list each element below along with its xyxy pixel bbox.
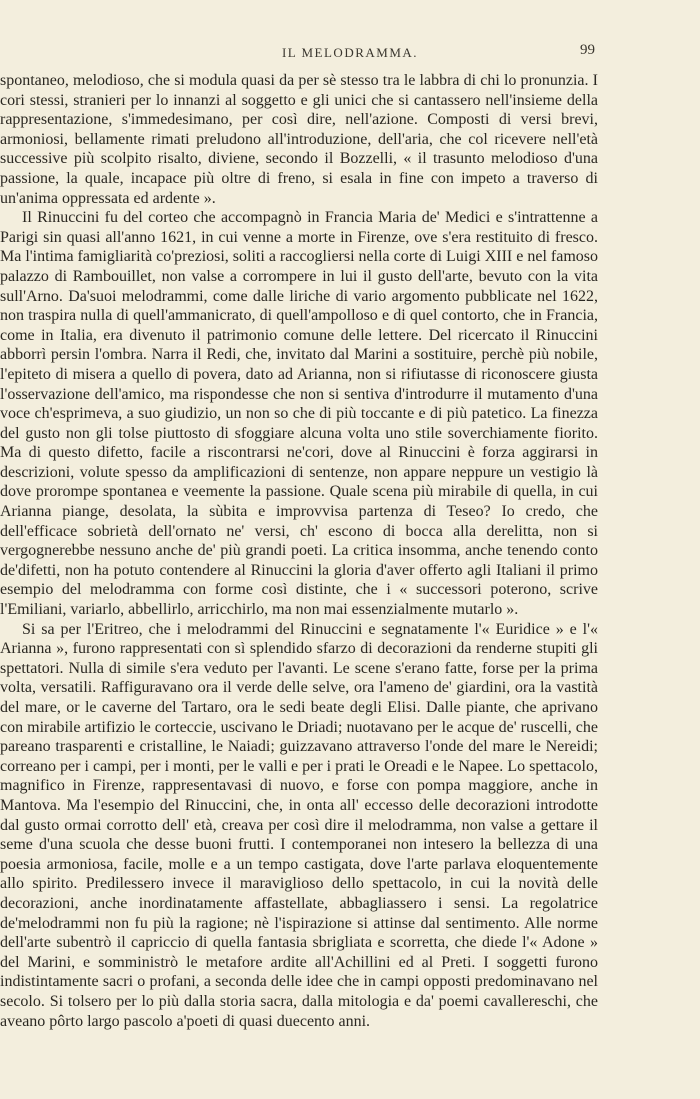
paragraph-2: Il Rinuccini fu del corteo che accompagnò in Francia Maria de' Medici e s'intrattenne a Parigi sin quasi all'anno 1621, in cui venne a morte in Firenze, ove s'era restituito di fresco. Ma l'intima famigliarità co'preziosi, soliti a raccogliersi nella corte di Luigi XIII e nel famoso palazzo di Rambouillet, non valse a corrompere in lui il gusto dell'arte, bevuto con la vita sull'Arno. Da'suoi melodrammi, come dalle liriche di vario argomento pubblicate nel 1622, non traspira nulla di quell'ammanicrato, di quell'ampolloso e di quel contorto, che in Francia, come in Italia, era divenuto il patrimonio comune delle lettere. Del ricercato il Rinuccini abborrì persin l'ombra. Narra il Redi, che, invitato dal Marini a sostituire, perchè più nobile, l'epiteto di misera a quello di povera, dato ad Arianna, non si rifiutasse di riconoscere giusta l'osservazione dell'amico, ma rispondesse che non si sentiva d'introdurre il mutamento d'una voce ch'esprimeva, a suo giudizio, un non so che di più toccante e di più patetico. La finezza del gusto non gli tolse piuttosto di sfoggiare alcuna volta uno stile soverchiamente fiorito. Ma di questo difetto, facile a riscontrarsi ne'cori, dove al Rinuccini è forza aggirarsi in descrizioni, volute spesso da amplificazioni di sentenze, non appare neppure un vestigio là dove prorompe spontanea e veemente la passione. Quale scena più mirabile di quella, in cui Arianna piange, desolata, la sùbita e improvvisa partenza di Teseo? Io credo, che dell'efficace sobrietà dell'ornato ne' versi, ch' escono di bocca alla derelitta, non si vergognerebbe nessuno anche de' più grandi poeti. La critica insomma, anche tenendo conto de'difetti, non ha potuto contendere al Rinuccini la gloria d'aver offerto agli Italiani il primo esempio del melodramma con forme così distinte, che i « successori poterono, scrive l'Emiliani, variarlo, abbellirlo, arricchirlo, ma non mai essenzialmente mutarlo ». [0, 209, 599, 619]
paragraph-1: spontaneo, melodioso, che si modula quasi da per sè stesso tra le labbra di chi lo pronunzia. I cori stessi, stranieri per lo innanzi al soggetto e gli unici che si cantassero nell'insieme della rappresentazione, s'immedesimano, per così dire, nell'azione. Composti di versi brevi, armoniosi, bellamente rimati preludono all'introduzione, dell'aria, che col ricevere nell'età successive più scolpito risalto, diviene, secondo il Bozzelli, « il trasunto melodioso d'una passione, la quale, incapace più oltre di freno, si esala in fine con impeto a traverso di un'anima oppressata ed ardente ». [0, 72, 598, 207]
page-number: 99 [580, 42, 595, 58]
page-header [0, 42, 700, 65]
paragraph-3: Si sa per l'Eritreo, che i melodrammi del Rinuccini e segnatamente l'« Euridice » e l'« Arianna », furono rappresentati con sì splendido sfarzo di decorazioni da renderne stupiti gli spettatori. Nulla di simile s'era veduto per l'avanti. Le scene s'erano fatte, forse per la prima volta, versatili. Raffiguravano ora il verde delle selve, ora l'ameno de' giardini, ora la vastità del mare, or le caverne del Tartaro, ora le sedi beate degli Elisi. Dalle piante, che aprivano con mirabile artifizio le corteccie, uscivano le Driadi; nuotavano per le acque de' ruscelli, che pareano trasparenti e cristalline, le Naiadi; guizzavano attraverso l'onde del mare le Nereidi; correano per i campi, per i monti, per le valli e per i prati le Oreadi e le Napee. Lo spettacolo, magnifico in Firenze, rappresentavasi di nuovo, e forse con pompa maggiore, anche in Mantova. Ma l'esempio del Rinuccini, che, in onta all' eccesso delle decorazioni introdotte dal gusto ormai corrotto dell' età, creava per così dire il melodramma, non valse a gettare il seme d'una scuola che desse buoni frutti. I contemporanei non intesero la bellezza di una poesia armoniosa, facile, molle e a un tempo castigata, dove l'arte parlava eloquentemente allo spirito. Predilessero invece il maraviglioso dello spettacolo, in cui la novità delle decorazioni, anche inordinatamente affastellate, abbagliassero i sensi. La regolatrice de'melodrammi non fu più la ragione; nè l'ispirazione si attinse dal sentimento. Alle norme dell'arte subentrò il capriccio di quella fantasia sbrigliata e scorretta, che diede l'« Adone » del Marini, e somministrò le metafore ardite all'Achillini ed al Preti. I soggetti furono indistintamente sacri o profani, a seconda delle idee che in campi opposti predominavano nel secolo. Si tolsero per lo più dalla storia sacra, dalla mitologia e da' poemi cavallereschi, che aveano pôrto largo pascolo a'poeti di quasi duecento anni. [0, 620, 598, 1030]
body-text [0, 71, 598, 1031]
running-title: IL MELODRAMMA. [281, 45, 419, 60]
